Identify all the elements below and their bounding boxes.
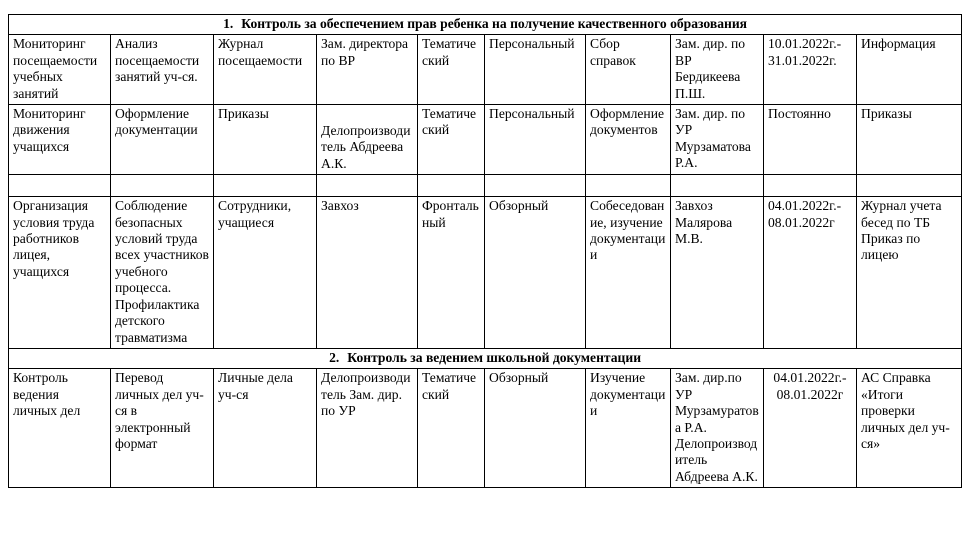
- cell-dates: Постоянно: [764, 105, 857, 175]
- section-title: Контроль за ведением школьной документации: [347, 349, 642, 365]
- empty-row: [9, 175, 962, 197]
- cell-result: АС Справка «Итоги проверки личных дел уч-ся»: [857, 369, 962, 488]
- cell-dates: 04.01.2022г.- 08.01.2022г: [764, 369, 857, 488]
- cell-control-subject: Контроль ведения личных дел: [9, 369, 111, 488]
- cell-responsible: Зам. директора по ВР: [317, 35, 418, 105]
- cell-control-goal: Оформление документации: [111, 105, 214, 175]
- table-row: [9, 105, 962, 175]
- section-header-row: [9, 15, 962, 35]
- table-row: [9, 197, 962, 349]
- table-row: [9, 369, 962, 488]
- cell-control-goal: Соблюдение безопасных условий труда всех участников учебного процесса. Профилактика детского травматизма: [111, 197, 214, 349]
- cell-control-method: Сбор справок: [586, 35, 671, 105]
- cell-control-type: Тематический: [418, 369, 485, 488]
- cell-executor: Зам. дир. по УР Мурзаматова Р.А.: [671, 105, 764, 175]
- cell-dates: 10.01.2022г.- 31.01.2022г.: [764, 35, 857, 105]
- section-number: 2.: [329, 349, 340, 365]
- cell-executor: Зам. дир.по УР Мурзамуратова Р.А. Делопроизводитель Абдреева А.К.: [671, 369, 764, 488]
- cell-responsible: Делопроизводитель Абдреева А.К.: [317, 105, 418, 175]
- cell-executor: Завхоз Малярова М.В.: [671, 197, 764, 349]
- cell-control-method: Собеседование, изучение документации: [586, 197, 671, 349]
- section-title: Контроль за обеспечением прав ребенка на получение качественного образования: [241, 16, 748, 31]
- cell-control-method: Оформление документов: [586, 105, 671, 175]
- table-row: [9, 35, 962, 105]
- cell-dates: 04.01.2022г.- 08.01.2022г: [764, 197, 857, 349]
- cell-result: Информация: [857, 35, 962, 105]
- cell-control-type: Тематический: [418, 105, 485, 175]
- cell-responsible: Делопроизводитель Зам. дир. по УР: [317, 369, 418, 488]
- cell-control-form: Персональный: [485, 35, 586, 105]
- cell-control-object: Приказы: [214, 105, 317, 175]
- cell-control-subject: Мониторинг движения учащихся: [9, 105, 111, 175]
- control-plan-table: [8, 14, 962, 488]
- cell-control-goal: Анализ посещаемости занятий уч-ся.: [111, 35, 214, 105]
- cell-control-subject: Мониторинг посещаемости учебных занятий: [9, 35, 111, 105]
- section-1-title: [9, 15, 962, 35]
- cell-control-method: Изучение документации: [586, 369, 671, 488]
- cell-control-object: Сотрудники, учащиеся: [214, 197, 317, 349]
- section-2-title: [9, 348, 962, 368]
- cell-control-form: Персональный: [485, 105, 586, 175]
- cell-result: Приказы: [857, 105, 962, 175]
- cell-control-object: Журнал посещаемости: [214, 35, 317, 105]
- cell-control-object: Личные дела уч-ся: [214, 369, 317, 488]
- section-number: 1.: [223, 16, 234, 31]
- cell-control-subject: Организация условия труда работников лицея, учащихся: [9, 197, 111, 349]
- cell-control-type: Фронтальный: [418, 197, 485, 349]
- cell-control-goal: Перевод личных дел уч-ся в электронный формат: [111, 369, 214, 488]
- section-header-row: [9, 348, 962, 368]
- cell-control-form: Обзорный: [485, 197, 586, 349]
- cell-result: Журнал учета бесед по ТБ Приказ по лицею: [857, 197, 962, 349]
- cell-executor: Зам. дир. по ВР Бердикеева П.Ш.: [671, 35, 764, 105]
- cell-control-type: Тематический: [418, 35, 485, 105]
- cell-control-form: Обзорный: [485, 369, 586, 488]
- cell-responsible: Завхоз: [317, 197, 418, 349]
